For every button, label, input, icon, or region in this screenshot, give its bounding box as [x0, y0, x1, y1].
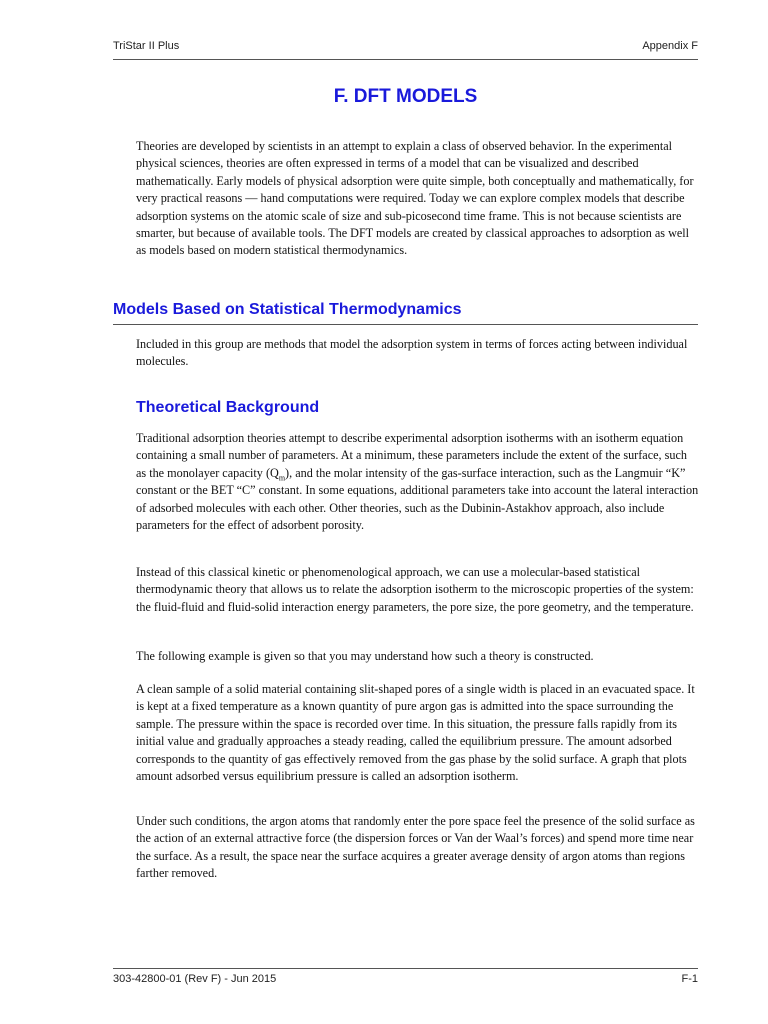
subsection-heading: Theoretical Background — [136, 399, 320, 416]
footer-page-number: F-1 — [681, 973, 698, 985]
page-header — [113, 40, 698, 58]
intro-paragraph: Theories are developed by scientists in an attempt to explain a class of observed behavior. In the experimental physical sciences, theories are often expressed in terms of a model that can be visualized and described mathematically. Early models of physical adsorption were quite simple, both conceptually and mathematically, for very practical reasons — hand computations were required. Today we can explore complex models that describe adsorption systems on the atomic scale of size and sub-picosecond time frame. This is not because scientists are smarter, but because of available tools. The DFT models are created by classical approaches to adsorption as well as models based on modern statistical thermodynamics. — [136, 139, 694, 258]
header-divider — [113, 59, 698, 60]
header-section-name: Appendix F — [642, 40, 698, 52]
background-paragraph-3: The following example is given so that you may understand how such a theory is constructed. — [136, 649, 594, 663]
footer-divider — [113, 968, 698, 969]
section-paragraph: Included in this group are methods that model the adsorption system in terms of forces acting between individual molecules. — [136, 337, 688, 369]
section-heading-divider — [113, 324, 698, 325]
background-paragraph-1 — [136, 430, 699, 534]
background-p1-before: Traditional adsorption theories attempt to describe experimental adsorption isotherms with an isotherm equation containing a small number of parameters. At a minimum, these parameters include the extent of the surface, such as the monolayer capacity (Q — [136, 431, 687, 480]
page-footer — [113, 973, 698, 989]
header-product-name: TriStar II Plus — [113, 40, 180, 52]
background-paragraph-5: Under such conditions, the argon atoms that randomly enter the pore space feel the presence of the solid surface as the action of an external attractive force (the dispersion forces or Van der Waal’s forces) and spend more time near the surface. As a result, the space near the surface acquires a greater average density of argon atoms than regions farther removed. — [136, 814, 695, 881]
footer-document-number: 303-42800-01 (Rev F) - Jun 2015 — [113, 973, 277, 985]
background-paragraph-2: Instead of this classical kinetic or phenomenological approach, we can use a molecular-based statistical thermodynamic theory that allows us to relate the adsorption isotherm to the microscopic properties of the system: the fluid-fluid and fluid-solid interaction energy parameters, the pore size, the pore geometry, and the temperature. — [136, 565, 694, 614]
section-heading: Models Based on Statistical Thermodynamics — [113, 301, 462, 318]
chapter-title: F. DFT MODELS — [333, 86, 478, 107]
monolayer-subscript: m — [278, 473, 286, 483]
background-p1-after: ), and the molar intensity of the gas-surface interaction, such as the Langmuir “K” constant or the BET “C” constant. In some equations, additional parameters take into account the lateral interaction of adsorbed molecules with each other. Other theories, such as the Dubinin-Astakhov approach, also include parameters for the effect of adsorbent porosity. — [136, 465, 699, 533]
background-paragraph-4: A clean sample of a solid material containing slit-shaped pores of a single width is placed in an evacuated space. It is kept at a fixed temperature as a known quantity of pure argon gas is admitted into the space surrounding the sample. The pressure within the space is recorded over time. In this situation, the pressure falls rapidly from its initial value and gradually approaches a steady reading, called the equilibrium pressure. The amount adsorbed corresponds to the quantity of gas effectively removed from the gas phase by the solid surface. A graph that plots amount adsorbed versus equilibrium pressure is called an adsorption isotherm. — [136, 682, 695, 784]
